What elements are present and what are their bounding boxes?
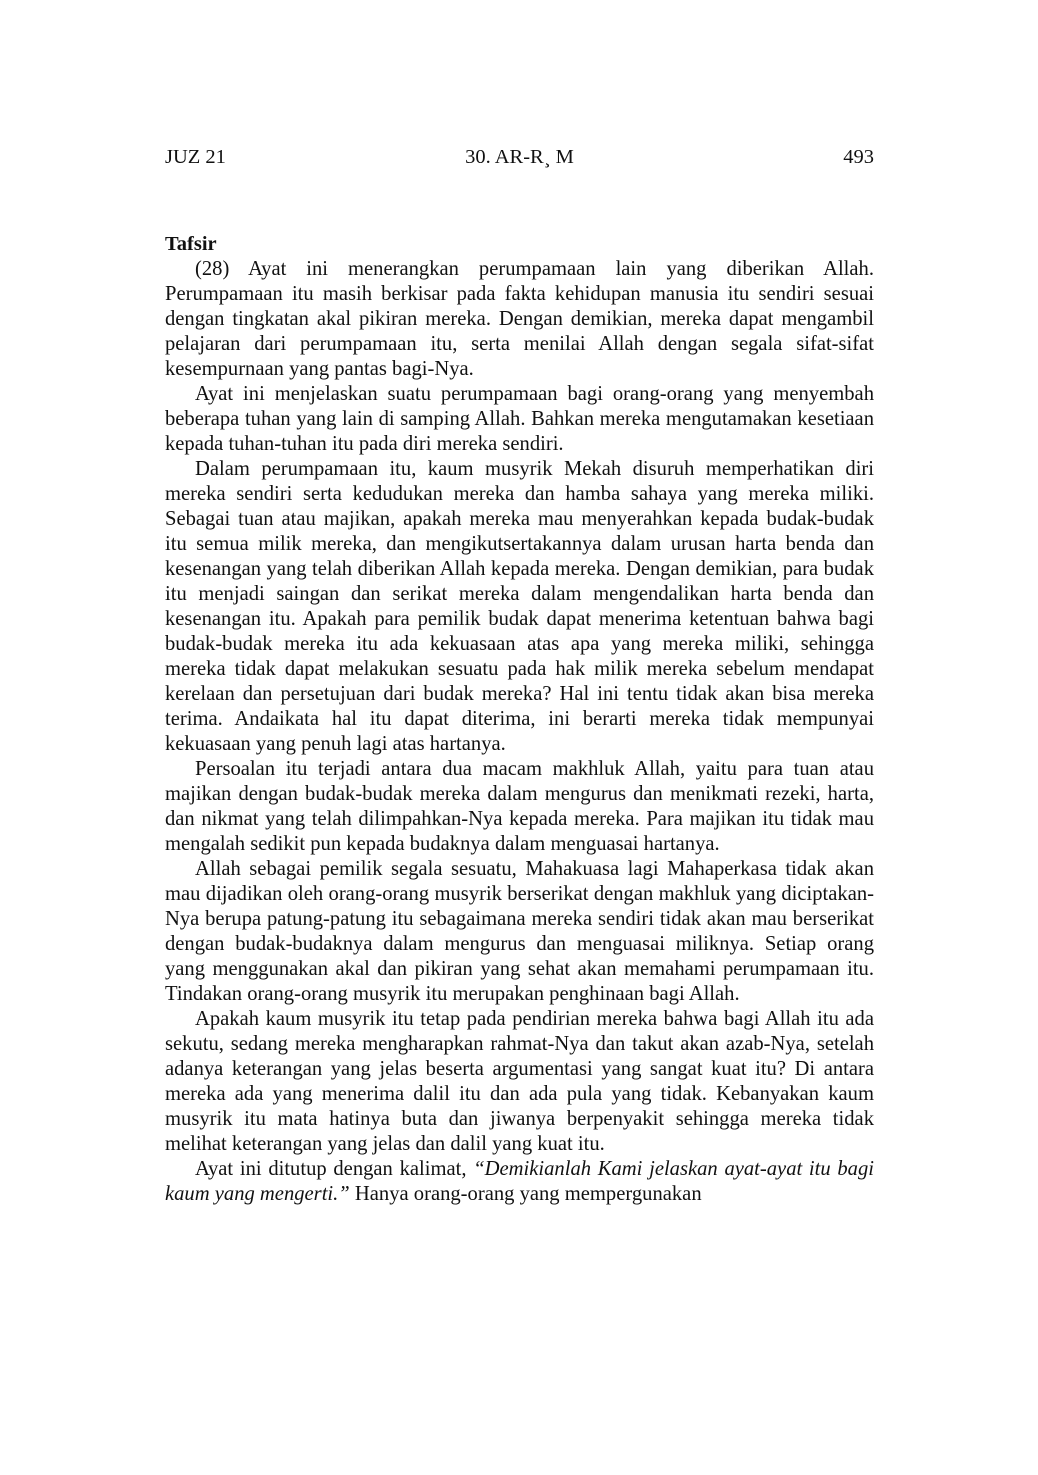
running-header bbox=[165, 140, 874, 176]
paragraph-3: Dalam perumpamaan itu, kaum musyrik Mekah disuruh memperhatikan diri mereka sendiri serta kedudukan mereka dan hamba sahaya yang mereka miliki. Sebagai tuan atau majikan, apakah mereka mau menyerahkan kepada budak-budak itu semua milik mereka, dan mengikutsertakannya dalam urusan harta benda dan kesenangan yang telah diberikan Allah kepada mereka. Dengan demikian, para budak itu menjadi saingan dan serikat mereka dalam mengendalikan harta benda dan kesenangan itu. Apakah para pemilik budak dapat menerima ketentuan bahwa bagi budak-budak mereka itu ada kekuasaan atas apa yang mereka miliki, sehingga mereka tidak dapat melakukan sesuatu pada hak milik mereka sebelum mendapat kerelaan dan persetujuan dari budak mereka? Hal ini tentu tidak akan bisa mereka terima. Andaikata hal itu dapat diterima, ini berarti mereka tidak mempunyai kekuasaan yang penuh lagi atas hartanya. bbox=[165, 458, 874, 755]
paragraph-7 bbox=[165, 1157, 874, 1207]
paragraph-7-quote: “Demikianlah Kami jelaskan ayat-ayat itu bagi kaum yang mengerti.” bbox=[165, 1158, 874, 1205]
paragraph-2: Ayat ini menjelaskan suatu perumpamaan bagi orang-orang yang menyembah beberapa tuhan yang lain di samping Allah. Bahkan mereka mengutamakan kesetiaan kepada tuhan-tuhan itu pada diri mereka sendiri. bbox=[165, 383, 874, 455]
paragraph-6: Apakah kaum musyrik itu tetap pada pendirian mereka bahwa bagi Allah itu ada sekutu, sedang mereka mengharapkan rahmat-Nya dan takut akan azab-Nya, setelah adanya keterangan yang jelas beserta argumentasi yang sangat kuat itu? Di antara mereka ada yang menerima dalil itu dan ada pula yang tidak. Kebanyakan kaum musyrik itu mata hatinya buta dan jiwanya berpenyakit sehingga mereka tidak melihat keterangan yang jelas dan dalil yang kuat itu. bbox=[165, 1008, 874, 1155]
paragraph-7-lead: Ayat ini ditutup dengan kalimat, bbox=[195, 1158, 474, 1180]
document-page bbox=[165, 140, 874, 1207]
paragraph-4: Persoalan itu terjadi antara dua macam makhluk Allah, yaitu para tuan atau majikan dengan budak-budak mereka dalam mengurus dan menikmati rezeki, harta, dan nikmat yang telah dilimpahkan-Nya kepada mereka. Para majikan itu tidak mau mengalah sedikit pun kepada budaknya dalam menguasai hartanya. bbox=[165, 758, 874, 855]
section-heading: Tafsir bbox=[165, 233, 217, 255]
page-number: 493 bbox=[843, 146, 874, 168]
juz-label: JUZ 21 bbox=[165, 146, 226, 168]
surah-title: 30. AR-R¸ M bbox=[465, 146, 574, 168]
paragraph-7-tail: Hanya orang-orang yang mempergunakan bbox=[349, 1183, 702, 1205]
paragraph-5: Allah sebagai pemilik segala sesuatu, Mahakuasa lagi Mahaperkasa tidak akan mau dijadikan oleh orang-orang musyrik berserikat dengan makhluk yang diciptakan-Nya berupa patung-patung itu sebagaimana mereka sendiri tidak akan mau berserikat dengan budak-budaknya dalam mengurus dan menguasai miliknya. Setiap orang yang menggunakan akal dan pikiran yang sehat akan memahami perumpamaan itu. Tindakan orang-orang musyrik itu merupakan penghinaan bagi Allah. bbox=[165, 858, 874, 1005]
paragraph-1: (28) Ayat ini menerangkan perumpamaan lain yang diberikan Allah. Perumpamaan itu masih berkisar pada fakta kehidupan manusia itu sendiri sesuai dengan tingkatan akal pikiran mereka. Dengan demikian, mereka dapat mengambil pelajaran dari perumpamaan itu, serta menilai Allah dengan segala sifat-sifat kesempurnaan yang pantas bagi-Nya. bbox=[165, 258, 874, 380]
